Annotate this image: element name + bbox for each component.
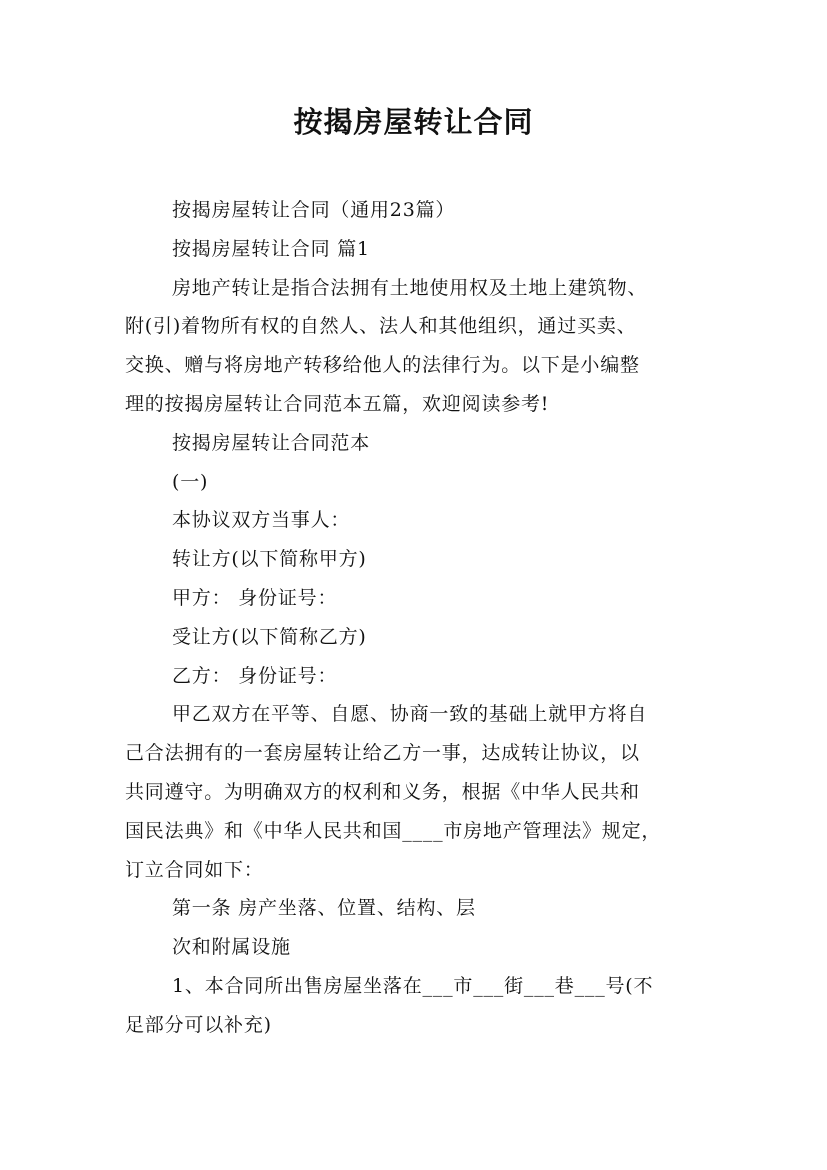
text-line: 按揭房屋转让合同范本 bbox=[172, 431, 371, 454]
text-line: 转让方(以下简称甲方) bbox=[172, 548, 367, 571]
text-line: 订立合同如下： bbox=[125, 858, 264, 881]
text-line: 交换、赠与将房地产转移给他人的法律行为。以下是小编整 bbox=[125, 354, 640, 377]
text-line: 理的按揭房屋转让合同范本五篇，欢迎阅读参考! bbox=[125, 392, 550, 415]
text-line: 按揭房屋转让合同（通用23篇） bbox=[172, 199, 456, 221]
text-line: 本协议双方当事人： bbox=[172, 509, 351, 532]
text-line: 甲乙双方在平等、自愿、协商一致的基础上就甲方将自 bbox=[172, 703, 648, 726]
text-line: 乙方： 身份证号： bbox=[172, 664, 338, 687]
text-line: 足部分可以补充) bbox=[125, 1013, 272, 1036]
text-line: 己合法拥有的一套房屋转让给乙方一事，达成转让协议，以 bbox=[125, 742, 640, 765]
document-body bbox=[125, 191, 710, 1045]
text-line: 第一条 房产坐落、位置、结构、层 bbox=[172, 897, 476, 920]
text-line: 附(引)着物所有权的自然人、法人和其他组织，通过买卖、 bbox=[125, 315, 637, 338]
text-line: 次和附属设施 bbox=[172, 936, 291, 959]
text-line: 国民法典》和《中华人民共和国____市房地产管理法》规定， bbox=[125, 819, 662, 842]
text-line: (一) bbox=[172, 470, 209, 493]
document-title: 按揭房屋转让合同 bbox=[293, 105, 534, 139]
text-line: 共同遵守。为明确双方的权利和义务，根据《中华人民共和 bbox=[125, 780, 640, 803]
text-line: 受让方(以下简称乙方) bbox=[172, 625, 367, 648]
text-line: 1、本合同所出售房屋坐落在___市___街___巷___号(不 bbox=[172, 974, 654, 997]
text-line: 按揭房屋转让合同 篇1 bbox=[172, 237, 370, 260]
text-line: 房地产转让是指合法拥有土地使用权及土地上建筑物、 bbox=[172, 276, 648, 299]
text-line: 甲方： 身份证号： bbox=[172, 586, 338, 609]
